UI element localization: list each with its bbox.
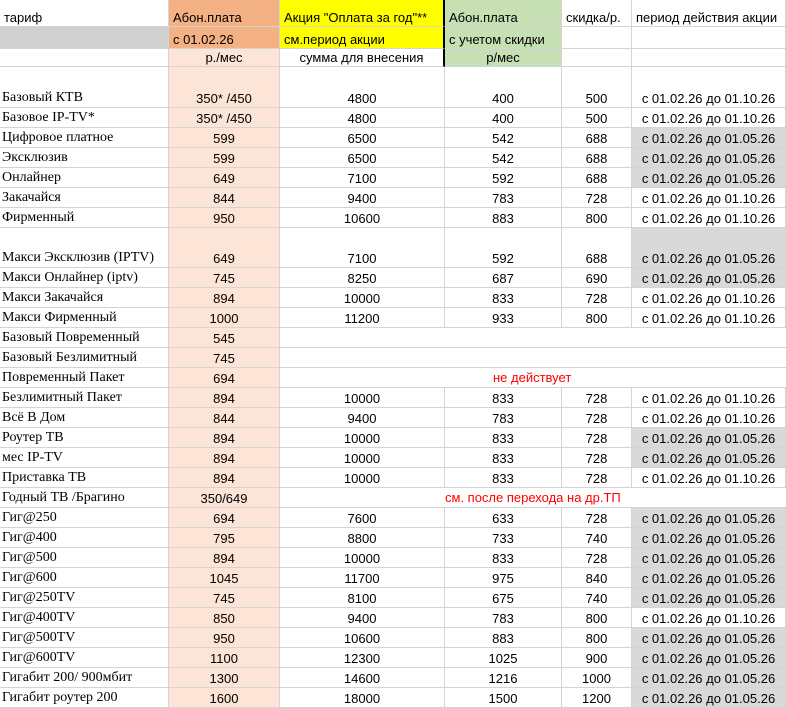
tariff-name[interactable]: Всё В Дом [0, 408, 169, 428]
sum-cell[interactable]: 4800 [280, 67, 445, 108]
fee-cell[interactable]: 894 [169, 428, 280, 448]
header-fee-r1[interactable]: Абон.плата [169, 0, 280, 27]
monthly-cell[interactable]: 1216 [445, 668, 562, 688]
tariff-name[interactable]: Макси Эксклюзив (IPTV) [0, 228, 169, 268]
tariff-name[interactable]: Гиг@400TV [0, 608, 169, 628]
fee-cell[interactable]: 1045 [169, 568, 280, 588]
discount-cell[interactable]: 840 [562, 568, 632, 588]
sum-cell[interactable]: 10000 [280, 548, 445, 568]
monthly-cell[interactable]: 687 [445, 268, 562, 288]
sum-cell[interactable]: 11200 [280, 308, 445, 328]
sum-cell[interactable]: 8800 [280, 528, 445, 548]
discount-cell[interactable]: 740 [562, 588, 632, 608]
sum-cell[interactable]: 6500 [280, 128, 445, 148]
sum-cell[interactable]: 8250 [280, 268, 445, 288]
tariff-name[interactable]: Гиг@250 [0, 508, 169, 528]
monthly-cell[interactable]: 400 [445, 67, 562, 108]
fee-cell[interactable]: 545 [169, 328, 280, 348]
header-discount-r2[interactable] [562, 27, 632, 49]
monthly-cell[interactable]: 1500 [445, 688, 562, 708]
discount-cell[interactable]: 688 [562, 168, 632, 188]
sum-cell[interactable]: 10000 [280, 288, 445, 308]
monthly-cell[interactable]: 933 [445, 308, 562, 328]
monthly-cell[interactable]: 592 [445, 228, 562, 268]
discount-cell[interactable]: 800 [562, 208, 632, 228]
fee-cell[interactable]: 894 [169, 288, 280, 308]
tariff-name[interactable]: Гиг@600 [0, 568, 169, 588]
sum-cell[interactable]: 11700 [280, 568, 445, 588]
tariff-name[interactable]: Роутер ТВ [0, 428, 169, 448]
period-cell[interactable]: с 01.02.26 до 01.10.26 [632, 408, 786, 428]
header-promo-r3[interactable]: сумма для внесения [280, 49, 445, 67]
period-cell[interactable]: с 01.02.26 до 01.10.26 [632, 67, 786, 108]
sum-cell[interactable]: 10600 [280, 208, 445, 228]
sum-cell[interactable]: 7100 [280, 228, 445, 268]
monthly-cell[interactable]: 883 [445, 208, 562, 228]
period-cell[interactable]: с 01.02.26 до 01.05.26 [632, 528, 786, 548]
tariff-name[interactable]: Фирменный [0, 208, 169, 228]
header-tariff-r3[interactable] [0, 49, 169, 67]
discount-cell[interactable]: 728 [562, 188, 632, 208]
tariff-name[interactable]: Гиг@600TV [0, 648, 169, 668]
tariff-name[interactable]: Макси Фирменный [0, 308, 169, 328]
tariff-name[interactable]: Гиг@500 [0, 548, 169, 568]
discount-cell[interactable]: 800 [562, 628, 632, 648]
sum-cell[interactable]: 9400 [280, 188, 445, 208]
discount-cell[interactable]: 728 [562, 548, 632, 568]
sum-cell[interactable]: 7600 [280, 508, 445, 528]
discount-cell[interactable]: 728 [562, 408, 632, 428]
period-cell[interactable]: с 01.02.26 до 01.05.26 [632, 128, 786, 148]
sum-cell[interactable]: 7100 [280, 168, 445, 188]
tariff-name[interactable]: Гиг@250TV [0, 588, 169, 608]
header-tariff-r2[interactable] [0, 27, 169, 49]
header-fee-r2[interactable]: с 01.02.26 [169, 27, 280, 49]
period-cell[interactable]: с 01.02.26 до 01.10.26 [632, 608, 786, 628]
header-discount-r1[interactable]: скидка/р. [562, 0, 632, 27]
tariff-name[interactable]: Приставка ТВ [0, 468, 169, 488]
sum-cell[interactable]: 12300 [280, 648, 445, 668]
fee-cell[interactable]: 894 [169, 388, 280, 408]
period-cell[interactable]: с 01.02.26 до 01.10.26 [632, 468, 786, 488]
period-cell[interactable]: с 01.02.26 до 01.05.26 [632, 548, 786, 568]
fee-cell[interactable]: 850 [169, 608, 280, 628]
discount-cell[interactable]: 500 [562, 67, 632, 108]
sum-cell[interactable]: 4800 [280, 108, 445, 128]
fee-cell[interactable]: 350* /450 [169, 108, 280, 128]
tariff-name[interactable]: Годный ТВ /Брагино [0, 488, 169, 508]
fee-cell[interactable]: 350/649 [169, 488, 280, 508]
tariff-name[interactable]: Гиг@500TV [0, 628, 169, 648]
fee-cell[interactable]: 950 [169, 208, 280, 228]
discount-cell[interactable]: 740 [562, 528, 632, 548]
tariff-name[interactable]: Макси Закачайся [0, 288, 169, 308]
discount-cell[interactable]: 728 [562, 448, 632, 468]
monthly-cell[interactable]: 633 [445, 508, 562, 528]
header-discount-r3[interactable] [562, 49, 632, 67]
discount-cell[interactable]: 1200 [562, 688, 632, 708]
period-cell[interactable]: с 01.02.26 до 01.10.26 [632, 288, 786, 308]
fee-cell[interactable]: 1600 [169, 688, 280, 708]
tariff-name[interactable]: Макси Онлайнер (iptv) [0, 268, 169, 288]
fee-cell[interactable]: 599 [169, 128, 280, 148]
header-promo-r2[interactable]: см.период акции [280, 27, 445, 49]
fee-cell[interactable]: 694 [169, 508, 280, 528]
fee-cell[interactable]: 1100 [169, 648, 280, 668]
tariff-name[interactable]: Базовое IP-TV* [0, 108, 169, 128]
period-cell[interactable]: с 01.02.26 до 01.10.26 [632, 208, 786, 228]
fee-cell[interactable]: 649 [169, 168, 280, 188]
discount-cell[interactable]: 728 [562, 468, 632, 488]
sum-cell[interactable]: 10000 [280, 468, 445, 488]
sum-cell[interactable]: 10600 [280, 628, 445, 648]
fee-cell[interactable]: 745 [169, 268, 280, 288]
monthly-cell[interactable]: 833 [445, 428, 562, 448]
header-discounted-r1[interactable]: Абон.плата [445, 0, 562, 27]
discount-cell[interactable]: 1000 [562, 668, 632, 688]
header-period-r2[interactable] [632, 27, 786, 49]
tariff-name[interactable]: Цифровое платное [0, 128, 169, 148]
period-cell[interactable]: с 01.02.26 до 01.05.26 [632, 428, 786, 448]
discount-cell[interactable]: 688 [562, 228, 632, 268]
fee-cell[interactable]: 844 [169, 188, 280, 208]
tariff-name[interactable]: Базовый КТВ [0, 67, 169, 108]
header-discounted-r2[interactable]: с учетом скидки [445, 27, 562, 49]
fee-cell[interactable]: 950 [169, 628, 280, 648]
fee-cell[interactable]: 599 [169, 148, 280, 168]
discount-cell[interactable]: 728 [562, 388, 632, 408]
sum-cell[interactable]: 10000 [280, 388, 445, 408]
tariff-name[interactable]: Гигабит 200/ 900мбит [0, 668, 169, 688]
tariff-name[interactable]: Базовый Безлимитный [0, 348, 169, 368]
discount-cell[interactable]: 688 [562, 148, 632, 168]
fee-cell[interactable]: 745 [169, 348, 280, 368]
monthly-cell[interactable]: 1025 [445, 648, 562, 668]
tariff-name[interactable]: Гиг@400 [0, 528, 169, 548]
discount-cell[interactable]: 900 [562, 648, 632, 668]
discount-cell[interactable]: 688 [562, 128, 632, 148]
tariff-name[interactable]: Эксклюзив [0, 148, 169, 168]
monthly-cell[interactable]: 592 [445, 168, 562, 188]
discount-cell[interactable]: 800 [562, 608, 632, 628]
sum-cell[interactable]: 9400 [280, 408, 445, 428]
note-after-transition: см. после перехода на др.ТП [445, 490, 621, 505]
period-cell[interactable]: с 01.02.26 до 01.05.26 [632, 588, 786, 608]
period-cell[interactable]: с 01.02.26 до 01.10.26 [632, 308, 786, 328]
period-cell[interactable]: с 01.02.26 до 01.05.26 [632, 168, 786, 188]
sum-cell[interactable]: 10000 [280, 428, 445, 448]
header-promo-r1[interactable]: Акция "Оплата за год"** [280, 0, 445, 27]
blank-cell[interactable] [280, 348, 786, 368]
period-cell[interactable]: с 01.02.26 до 01.05.26 [632, 688, 786, 708]
sum-cell[interactable]: 14600 [280, 668, 445, 688]
sum-cell[interactable]: 6500 [280, 148, 445, 168]
monthly-cell[interactable]: 833 [445, 468, 562, 488]
period-cell[interactable]: с 01.02.26 до 01.10.26 [632, 108, 786, 128]
tariff-name[interactable]: Повременный Пакет [0, 368, 169, 388]
sum-cell[interactable]: 10000 [280, 448, 445, 468]
discount-cell[interactable]: 500 [562, 108, 632, 128]
discount-cell[interactable]: 690 [562, 268, 632, 288]
period-cell[interactable]: с 01.02.26 до 01.10.26 [632, 188, 786, 208]
monthly-cell[interactable]: 833 [445, 448, 562, 468]
note-not-active: не действует [493, 370, 572, 385]
monthly-cell[interactable]: 783 [445, 188, 562, 208]
monthly-cell[interactable]: 542 [445, 128, 562, 148]
period-cell[interactable]: с 01.02.26 до 01.05.26 [632, 508, 786, 528]
tariff-name[interactable]: Безлимитный Пакет [0, 388, 169, 408]
fee-cell[interactable]: 894 [169, 468, 280, 488]
tariff-name[interactable]: Закачайся [0, 188, 169, 208]
monthly-cell[interactable]: 675 [445, 588, 562, 608]
monthly-cell[interactable]: 783 [445, 408, 562, 428]
monthly-cell[interactable]: 975 [445, 568, 562, 588]
monthly-cell[interactable]: 833 [445, 388, 562, 408]
monthly-cell[interactable]: 783 [445, 608, 562, 628]
period-cell[interactable]: с 01.02.26 до 01.10.26 [632, 388, 786, 408]
discount-cell[interactable]: 728 [562, 508, 632, 528]
period-cell[interactable]: с 01.02.26 до 01.05.26 [632, 448, 786, 468]
fee-cell[interactable]: 1000 [169, 308, 280, 328]
period-cell[interactable]: с 01.02.26 до 01.05.26 [632, 668, 786, 688]
fee-cell[interactable]: 694 [169, 368, 280, 388]
tariff-name[interactable]: Гигабит роутер 200 [0, 688, 169, 708]
tariff-name[interactable]: мес IP-TV [0, 448, 169, 468]
header-period-r1[interactable]: период действия акции [632, 0, 786, 27]
discount-cell[interactable]: 728 [562, 288, 632, 308]
discount-cell[interactable]: 728 [562, 428, 632, 448]
header-discounted-r3[interactable]: р/мес [445, 49, 562, 67]
sum-cell[interactable]: 8100 [280, 588, 445, 608]
period-cell[interactable]: с 01.02.26 до 01.05.26 [632, 228, 786, 268]
fee-cell[interactable]: 795 [169, 528, 280, 548]
monthly-cell[interactable]: 883 [445, 628, 562, 648]
monthly-cell[interactable]: 733 [445, 528, 562, 548]
header-tariff-r1[interactable]: тариф [0, 0, 169, 27]
monthly-cell[interactable]: 542 [445, 148, 562, 168]
blank-cell[interactable] [280, 328, 786, 348]
period-cell[interactable]: с 01.02.26 до 01.05.26 [632, 628, 786, 648]
tariff-name[interactable]: Онлайнер [0, 168, 169, 188]
discount-cell[interactable]: 800 [562, 308, 632, 328]
sum-cell[interactable]: 18000 [280, 688, 445, 708]
period-cell[interactable]: с 01.02.26 до 01.05.26 [632, 568, 786, 588]
sum-cell[interactable]: 9400 [280, 608, 445, 628]
monthly-cell[interactable]: 400 [445, 108, 562, 128]
monthly-cell[interactable]: 833 [445, 288, 562, 308]
period-cell[interactable]: с 01.02.26 до 01.05.26 [632, 148, 786, 168]
fee-cell[interactable]: 350* /450 [169, 67, 280, 108]
period-cell[interactable]: с 01.02.26 до 01.05.26 [632, 648, 786, 668]
period-cell[interactable]: с 01.02.26 до 01.05.26 [632, 268, 786, 288]
header-period-r3[interactable] [632, 49, 786, 67]
fee-cell[interactable]: 745 [169, 588, 280, 608]
fee-cell[interactable]: 649 [169, 228, 280, 268]
tariff-name[interactable]: Базовый Повременный [0, 328, 169, 348]
fee-cell[interactable]: 894 [169, 448, 280, 468]
monthly-cell[interactable]: 833 [445, 548, 562, 568]
fee-cell[interactable]: 894 [169, 548, 280, 568]
fee-cell[interactable]: 844 [169, 408, 280, 428]
fee-cell[interactable]: 1300 [169, 668, 280, 688]
header-fee-r3[interactable]: р./мес [169, 49, 280, 67]
